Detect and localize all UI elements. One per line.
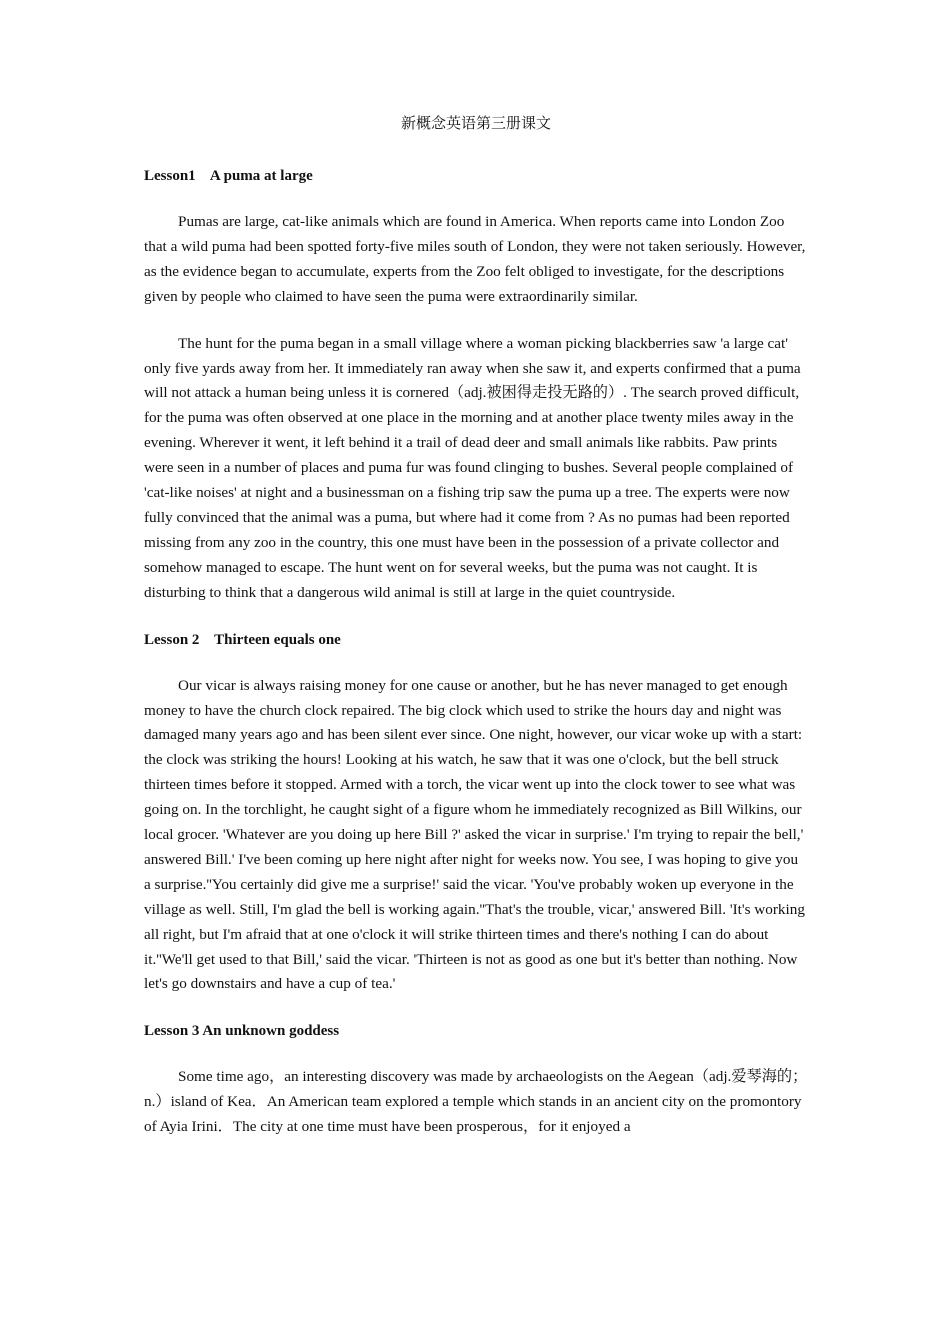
document-title: 新概念英语第三册课文 xyxy=(400,116,551,132)
lesson-1-paragraph-2: The hunt for the puma began in a small village where a woman picking blackberries saw 'a large cat' only five yards away from her. It immediately ran away when she saw it, and experts confirmed that a puma will not attack a human being unless it is cornered（adj.被困得走投无路的）. The search proved difficult, for the puma was often observed at one place in the morning and at another place twenty miles away in the evening. Wherever it went, it left behind it a trail of dead deer and small animals like rabbits. Paw prints were seen in a number of places and puma fur was found clinging to bushes. Several people complained of 'cat-like noises' at night and a businessman on a fishing trip saw the puma up a tree. The experts were now fully convinced that the animal was a puma, but where had it come from ? As no pumas had been reported missing from any zoo in the country, this one must have been in the possession of a private collector and somehow managed to escape. The hunt went on for several weeks, but the puma was not caught. It is disturbing to think that a dangerous wild animal is still at large in the quiet countryside. xyxy=(144,334,801,601)
lesson-1-paragraph-1: Pumas are large, cat-like animals which are found in America. When reports came into London Zoo that a wild puma had been spotted forty-five miles south of London, they were not taken seriously. However, as the evidence began to accumulate, experts from the Zoo felt obliged to investigate, for the descriptions given by people who claimed to have seen the puma were extraordinarily similar. xyxy=(144,213,806,305)
lesson-1-heading: Lesson1 A puma at large xyxy=(144,168,313,184)
lesson-1 xyxy=(144,164,808,606)
lesson-2-paragraph-1: Our vicar is always raising money for one cause or another, but he has never managed to get enough money to have the church clock repaired. The big clock which used to strike the hours day and night was damaged many years ago and has been silent ever since. One night, however, our vicar woke up with a start: the clock was striking the hours! Looking at his watch, he saw that it was one o'clock, but the bell struck thirteen times before it stopped. Armed with a torch, the vicar went up into the clock tower to see what was going on. In the torchlight, he caught sight of a figure whom he immediately recognized as Bill Wilkins, our local grocer. 'Whatever are you doing up here Bill ?' asked the vicar in surprise.' I'm trying to repair the bell,' answered Bill.' I've been coming up here night after night for weeks now. You see, I was hoping to give you a surprise.''You certainly did give me a surprise!' said the vicar. 'You've probably woken up everyone in the village as well. Still, I'm glad the bell is working again.''That's the trouble, vicar,' answered Bill. 'It's working all right, but I'm afraid that at one o'clock it will strike thirteen times and there's nothing I can do about it.''We'll get used to that Bill,' said the vicar. 'Thirteen is not as good as one but it's better than nothing. Now let's go downstairs and have a cup of tea.' xyxy=(144,676,805,993)
lesson-2-heading: Lesson 2 Thirteen equals one xyxy=(144,631,341,648)
lesson-3-heading: Lesson 3 An unknown goddess xyxy=(144,1023,340,1040)
document-page xyxy=(144,112,808,1162)
lesson-3 xyxy=(144,1019,808,1140)
lesson-2 xyxy=(144,628,808,998)
lesson-3-paragraph-1: Some time ago，an interesting discovery was made by archaeologists on the Aegean（adj.爱琴海的；n.）island of Kea．An American team explored a temple which stands in an ancient city on the promontory of Ayia Irini．The city at one time must have been prosperous，for it enjoyed a xyxy=(144,1068,808,1136)
